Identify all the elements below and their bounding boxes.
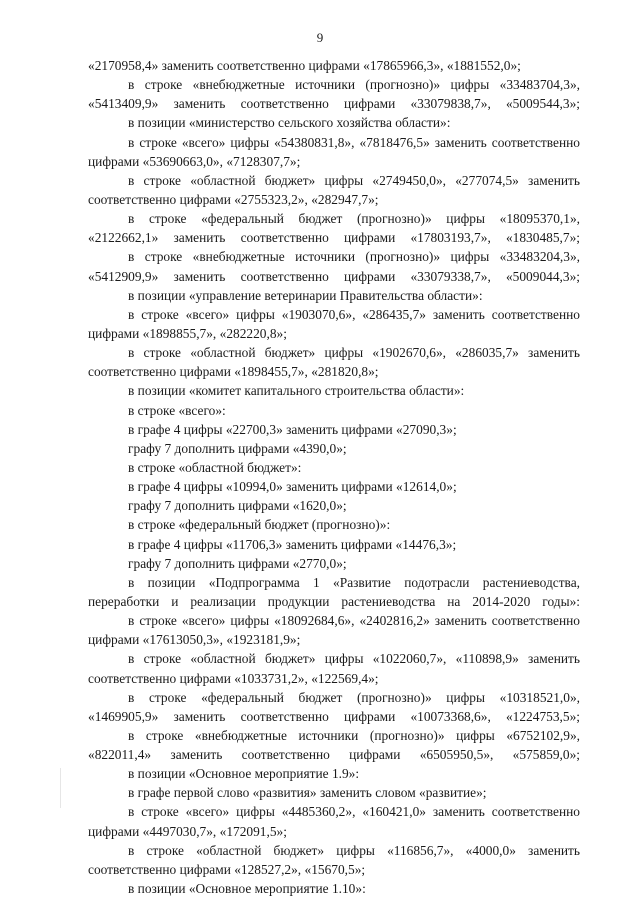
text-line: в графе 4 цифры «22700,3» заменить цифрами «27090,3»; xyxy=(128,421,457,437)
text-line: графу 7 дополнить цифрами «1620,0»; xyxy=(128,498,347,514)
scan-margin-mark xyxy=(60,768,61,808)
text-line: в строке «федеральный бюджет (прогнозно)» цифры «10318521,0», xyxy=(128,689,580,705)
text-line: в строке «внебюджетные источники (прогнозно)» цифры «33483204,3», xyxy=(128,249,580,265)
text-line: «1469905,9» заменить соответственно цифрами «10073368,6», «1224753,5»; xyxy=(88,708,580,724)
text-line: соответственно цифрами «1033731,2», «122569,4»; xyxy=(88,670,379,686)
text-line: в позиции «Подпрограмма 1 «Развитие подотрасли растениеводства, xyxy=(128,574,580,590)
text-line: цифрами «17613050,3», «1923181,9»; xyxy=(88,632,301,648)
text-line: в строке «всего»: xyxy=(128,402,226,418)
text-line: переработки и реализации продукции растениеводства на 2014-2020 годы»: xyxy=(88,593,580,609)
text-line: в строке «всего» цифры «18092684,6», «2402816,2» заменить соответственно xyxy=(128,613,580,629)
text-line: «5412909,9» заменить соответственно цифрами «33079338,7», «5009044,3»; xyxy=(88,268,580,284)
text-line: «822011,4» заменить соответственно цифрами «6505950,5», «575859,0»; xyxy=(88,747,580,763)
text-line: соответственно цифрами «1898455,7», «281820,8»; xyxy=(88,364,379,380)
text-line: графу 7 дополнить цифрами «2770,0»; xyxy=(128,555,347,571)
text-line: в позиции «Основное мероприятие 1.10»: xyxy=(128,881,366,897)
text-line: графу 7 дополнить цифрами «4390,0»; xyxy=(128,440,347,456)
text-line: в позиции «Основное мероприятие 1.9»: xyxy=(128,766,360,782)
text-line: соответственно цифрами «128527,2», «15670,5»; xyxy=(88,861,366,877)
text-line: в строке «областной бюджет»: xyxy=(128,459,302,475)
text-line: соответственно цифрами «2755323,2», «282947,7»; xyxy=(88,191,379,207)
document-body xyxy=(88,56,580,898)
text-line: в позиции «комитет капитального строительства области»: xyxy=(128,383,465,399)
text-line: в строке «федеральный бюджет (прогнозно)» цифры «18095370,1», xyxy=(128,211,580,227)
text-line: в строке «областной бюджет» цифры «1022060,7», «110898,9» заменить xyxy=(128,651,580,667)
text-line: в графе 4 цифры «11706,3» заменить цифрами «14476,3»; xyxy=(128,536,457,552)
text-line: цифрами «1898855,7», «282220,8»; xyxy=(88,325,287,341)
text-line: в позиции «управление ветеринарии Правительства области»: xyxy=(128,287,483,303)
text-line: в строке «федеральный бюджет (прогнозно)»: xyxy=(128,517,391,533)
text-line: в графе 4 цифры «10994,0» заменить цифрами «12614,0»; xyxy=(128,479,457,495)
text-line: в графе первой слово «развития» заменить словом «развитие»; xyxy=(128,785,487,801)
text-line: цифрами «53690663,0», «7128307,7»; xyxy=(88,153,301,169)
text-line: в строке «всего» цифры «54380831,8», «7818476,5» заменить соответственно xyxy=(128,134,580,150)
text-line: в строке «внебюджетные источники (прогнозно)» цифры «33483704,3», xyxy=(128,77,580,93)
text-line: «5413409,9» заменить соответственно цифрами «33079838,7», «5009544,3»; xyxy=(88,96,580,112)
text-line: в строке «областной бюджет» цифры «2749450,0», «277074,5» заменить xyxy=(128,172,580,188)
text-line: «2170958,4» заменить соответственно цифрами «17865966,3», «1881552,0»; xyxy=(88,58,521,73)
text-line: цифрами «4497030,7», «172091,5»; xyxy=(88,823,287,839)
text-line: в строке «внебюджетные источники (прогнозно)» цифры «6752102,9», xyxy=(128,727,580,743)
text-line: в строке «всего» цифры «4485360,2», «160421,0» заменить соответственно xyxy=(128,804,580,820)
text-line: «2122662,1» заменить соответственно цифрами «17803193,7», «1830485,7»; xyxy=(88,230,580,246)
text-line: в строке «всего» цифры «1903070,6», «286435,7» заменить соответственно xyxy=(128,306,580,322)
page-number: 9 xyxy=(316,30,324,45)
text-line: в строке «областной бюджет» цифры «1902670,6», «286035,7» заменить xyxy=(128,345,580,361)
text-line: в позиции «министерство сельского хозяйства области»: xyxy=(128,115,451,131)
text-line: в строке «областной бюджет» цифры «116856,7», «4000,0» заменить xyxy=(128,842,580,858)
